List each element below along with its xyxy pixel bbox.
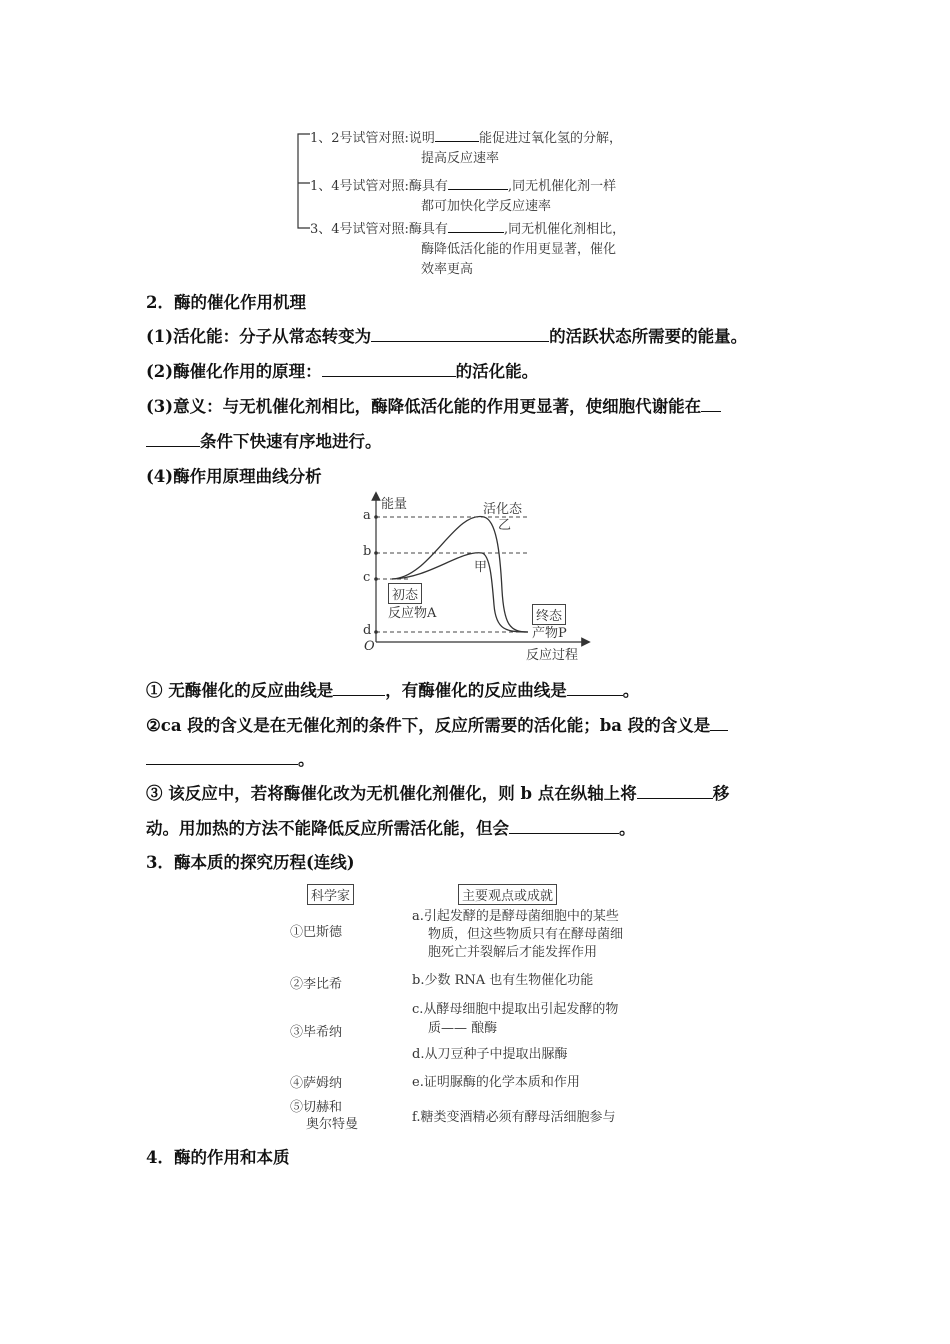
blank[interactable] [567, 679, 623, 697]
activated-state-label: 活化态 [483, 502, 523, 517]
scientist-header: 科学家 [307, 884, 354, 905]
question-1: ① 无酶催化的反应曲线是 ，有酶催化的反应曲线是 。 [146, 677, 639, 701]
view-a-line2: 物质，但这些物质只有在酵母菌细 [428, 927, 624, 942]
section2-p4: (4)酶作用原理曲线分析 [146, 467, 322, 486]
scientist-4[interactable]: ④萨姆纳 [290, 1076, 343, 1091]
scientist-5[interactable]: ⑤切赫和 [290, 1100, 343, 1115]
x-axis-label: 反应过程 [526, 648, 579, 663]
row1-line2: 提高反应速率 [421, 151, 500, 166]
question-3-cont: 动。用加热的方法不能降低反应所需活化能，但会 。 [146, 815, 636, 839]
blank[interactable] [146, 430, 200, 448]
section2-p1: (1)活化能：分子从常态转变为 的活跃状态所需要的能量。 [146, 323, 747, 347]
row3-line2: 酶降低活化能的作用更显著，催化 [421, 242, 617, 257]
view-c-line2: 质—— 酿酶 [428, 1021, 498, 1036]
tick-d: d [363, 623, 372, 638]
section2-p3: (3)意义：与无机催化剂相比，酶降低活化能的作用更显著，使细胞代谢能在 [146, 393, 721, 417]
curve-yi-label: 乙 [498, 518, 512, 533]
section2-p2: (2)酶催化作用的原理： 的活化能。 [146, 358, 538, 382]
tick-b: b [363, 544, 372, 559]
section4-heading: 4．酶的作用和本质 [146, 1148, 290, 1167]
view-a[interactable]: a.引起发酵的是酵母菌细胞中的某些 [412, 909, 619, 924]
energy-chart [350, 490, 600, 663]
question-2-cont: 。 [146, 746, 315, 770]
tick-c: c [363, 570, 371, 585]
blank[interactable] [710, 714, 728, 732]
view-e[interactable]: e.证明脲酶的化学本质和作用 [412, 1075, 580, 1090]
blank[interactable] [448, 219, 504, 233]
initial-state-label: 初态 [388, 583, 422, 604]
blank[interactable] [371, 325, 549, 343]
question-2: ②ca 段的含义是在无催化剂的条件下，反应所需要的活化能；ba 段的含义是 [146, 712, 728, 736]
row3: 3、4号试管对照:酶具有 ,同无机催化剂相比， [310, 218, 625, 237]
scientist-3[interactable]: ③毕希纳 [290, 1025, 343, 1040]
y-axis-label: 能量 [381, 497, 408, 512]
view-b[interactable]: b.少数 RNA 也有生物催化功能 [412, 973, 594, 988]
scientist-1[interactable]: ①巴斯德 [290, 925, 343, 940]
product-label: 产物P [532, 626, 567, 641]
reactant-label: 反应物A [388, 606, 437, 621]
view-a-line3: 胞死亡并裂解后才能发挥作用 [428, 945, 598, 960]
question-3: ③ 该反应中，若将酶催化改为无机催化剂催化，则 b 点在纵轴上将 移 [146, 780, 729, 804]
row2-line2: 都可加快化学反应速率 [421, 199, 552, 214]
view-d[interactable]: d.从刀豆种子中提取出脲酶 [412, 1047, 568, 1062]
blank[interactable] [509, 817, 619, 835]
row2: 1、4号试管对照:酶具有 ,同无机催化剂一样 [310, 175, 616, 194]
blank[interactable] [637, 782, 713, 800]
row3-line3: 效率更高 [421, 262, 474, 277]
blank[interactable] [448, 176, 508, 190]
blank[interactable] [146, 748, 298, 766]
scientist-5-cont: 奥尔特曼 [306, 1117, 359, 1132]
view-header: 主要观点或成就 [458, 884, 557, 905]
tick-a: a [363, 508, 371, 523]
blank[interactable] [435, 128, 479, 142]
section2-heading: 2．酶的催化作用机理 [146, 293, 306, 312]
blank[interactable] [701, 395, 721, 413]
scientist-2[interactable]: ②李比希 [290, 977, 343, 992]
blank[interactable] [333, 679, 385, 697]
curve-jia-label: 甲 [474, 560, 488, 575]
row1: 1、2号试管对照:说明 能促进过氧化氢的分解， [310, 127, 622, 146]
section2-p3-cont: 条件下快速有序地进行。 [146, 428, 382, 452]
blank[interactable] [322, 360, 456, 378]
view-c[interactable]: c.从酵母细胞中提取出引起发酵的物 [412, 1002, 619, 1017]
view-f[interactable]: f.糖类变酒精必须有酵母活细胞参与 [412, 1110, 616, 1125]
section3-heading: 3．酶本质的探究历程(连线) [146, 853, 355, 872]
origin-label: O [364, 639, 375, 654]
final-state-label: 终态 [532, 604, 566, 625]
